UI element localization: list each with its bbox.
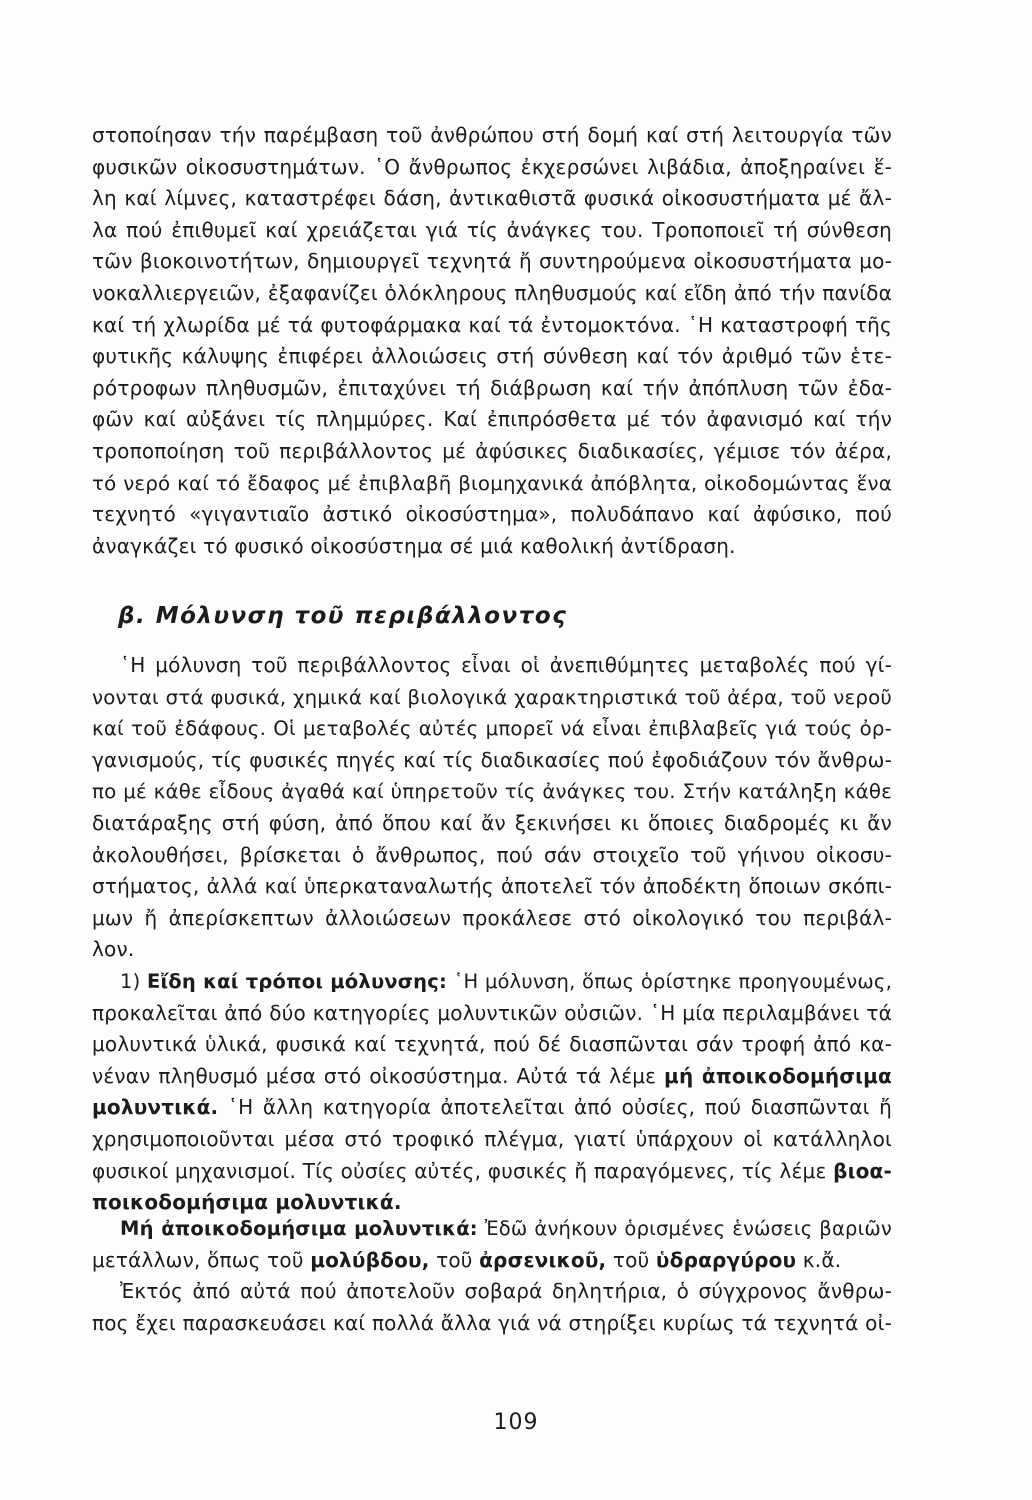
- text-line: τό νερό καί τό ἔδαφος μέ ἐπιβλαβῆ βιομηχανικά ἀπόβλητα, οἰκοδομώντας ἕνα: [92, 471, 892, 495]
- text-line: χρησιμοποιοῦνται μέσα στό τροφικό πλέγμα, γιατί ὑπάρχουν οἱ κατάλληλοι: [92, 1126, 892, 1151]
- text-line: λον.: [92, 937, 135, 962]
- text-line: λα πού ἐπιθυμεῖ καί χρειάζεται γιά τίς ἀνάγκες του. Τροποποιεῖ τή σύνθεση: [92, 217, 892, 242]
- text-run: νέναν πληθυσμό μέσα στό οἰκοσύστημα. Αὐτά τά λέμε: [92, 1063, 665, 1088]
- text-line: διατάραξης στή φύση, ἀπό ὅπου καί ἄν ξεκινήσει κι ὅποιες διαδρομές κι ἄν: [92, 810, 892, 835]
- text-line: τεχνητό «γιγαντιαῖο ἀστικό οἰκοσύστημα», πολυδάπανο καί ἀφύσικο, πού: [92, 502, 892, 527]
- text-line: ἀκολουθήσει, βρίσκεται ὁ ἄνθρωπος, πού σάν στοιχεῖο τοῦ γήινου οἰκοσυ-: [92, 842, 892, 867]
- page-number: 109: [493, 1410, 539, 1435]
- text-run: φυσικοί μηχανισμοί. Τίς οὐσίες αὐτές, φυσικές ἤ παραγόμενες, τίς λέμε: [92, 1158, 834, 1183]
- text-run: ῾Η ἄλλη κατηγορία ἀποτελεῖται ἀπό οὐσίες, πού διασπῶνται ἤ: [218, 1095, 892, 1120]
- text-line: καί τή χλωρίδα μέ τά φυτοφάρμακα καί τά ἐντομοκτόνα. ῾Η καταστροφή τῆς: [92, 312, 892, 337]
- text-line: πος ἔχει παρασκευάσει καί πολλά ἄλλα γιά νά στηρίξει κυρίως τά τεχνητά οἰ-: [92, 1310, 892, 1335]
- text-line: [92, 1245, 892, 1277]
- text-line: [92, 966, 892, 998]
- text-line: μων ἤ ἀπερίσκεπτων ἀλλοιώσεων προκάλεσε στό οἰκολογικό του περιβάλ-: [92, 905, 892, 930]
- paragraph-pollution-types: [92, 966, 892, 1219]
- text-line: καί τοῦ ἐδάφους. Οἱ μεταβολές αὐτές μπορεῖ νά εἶναι ἐπιβλαβεῖς γιά τούς ὀρ-: [92, 717, 892, 741]
- text-line: πο μέ κάθε εἶδους ἀγαθά καί ὑπηρετοῦν τίς ἀνάγκες του. Στήν κατάληξη κάθε: [92, 780, 892, 804]
- text-line: φῶν καί αὐξάνει τίς πλημμύρες. Καί ἐπιπρόσθετα μέ τόν ἀφανισμό καί τήν: [92, 407, 892, 432]
- subheading-non-degradable: Μή ἀποικοδομήσιμα μολυντικά:: [120, 1217, 478, 1240]
- text-run: τοῦ: [606, 1247, 656, 1272]
- paragraph-ecosystem-intervention: [92, 120, 892, 562]
- paragraph-synthetic-poisons: [92, 1276, 892, 1339]
- text-line: φυσικῶν οἰκοσυστημάτων. ῾Ο ἄνθρωπος ἐκχερσώνει λιβάδια, ἀποξηραίνει ἕ-: [92, 154, 892, 179]
- text-line: [92, 1213, 892, 1245]
- text-line: ρότροφων πληθυσμῶν, ἐπιταχύνει τή διάβρωση καί τήν ἀπόπλυση τῶν ἐδα-: [92, 375, 892, 400]
- text-line: στοποίησαν τήν παρέμβαση τοῦ ἀνθρώπου στή δομή καί στή λειτουργία τῶν: [92, 123, 892, 147]
- text-line: μολυντικά ὑλικά, φυσικά καί τεχνητά, πού δέ διασπῶνται σάν τροφή ἀπό κα-: [92, 1032, 892, 1057]
- text-line: νονται στά φυσικά, χημικά καί βιολογικά χαρακτηριστικά τοῦ ἀέρα, τοῦ νεροῦ: [92, 685, 892, 709]
- term-biodegradable-cont: ποικοδομήσιμα μολυντικά.: [92, 1190, 402, 1215]
- text-line: [92, 1156, 892, 1188]
- section-heading: β. Μόλυνση τοῦ περιβάλλοντος: [118, 603, 568, 629]
- text-line: λη καί λίμνες, καταστρέφει δάση, ἀντικαθιστᾶ φυσικά οἰκοσυστήματα μέ ἄλ-: [92, 186, 892, 211]
- text-line: ῾Η μόλυνση τοῦ περιβάλλοντος εἶναι οἱ ἀνεπιθύμητες μεταβολές πού γί-: [120, 653, 892, 677]
- text-run: κ.ἄ.: [796, 1247, 842, 1272]
- text-line: τροποποίηση τοῦ περιβάλλοντος μέ ἀφύσικες διαδικασίες, γέμισε τόν ἀέρα,: [92, 438, 892, 463]
- text-run: ῾Η μόλυνση, ὅπως ὁρίστηκε προηγουμένως,: [447, 970, 892, 993]
- paragraph-non-degradable: [92, 1213, 892, 1276]
- text-line: [92, 1092, 892, 1124]
- term-non-degradable-cont: μολυντικά.: [92, 1095, 219, 1120]
- text-line: προκαλεῖται ἀπό δύο κατηγορίες μολυντικῶν οὐσιῶν. ῾Η μία περιλαμβάνει τά: [92, 1000, 892, 1025]
- text-run: Ἐδῶ ἀνήκουν ὁρισμένες ἑνώσεις βαριῶν: [477, 1217, 892, 1240]
- term-non-degradable: μή ἀποικοδομήσιμα: [664, 1063, 892, 1088]
- text-line: γανισμούς, τίς φυσικές πηγές καί τίς διαδικασίες πού ἐφοδιάζουν τόν ἄνθρω-: [92, 747, 892, 772]
- paragraph-pollution-definition: [92, 650, 892, 966]
- text-line: στήματος, ἀλλά καί ὑπερκαταναλωτής ἀποτελεῖ τόν ἀποδέκτη ὅποιων σκόπι-: [92, 874, 892, 899]
- term-biodegradable: βιοα-: [833, 1158, 892, 1183]
- term-mercury: ὑδραργύρου: [655, 1247, 797, 1272]
- text-line: τῶν βιοκοινοτήτων, δημιουργεῖ τεχνητά ἤ συντηρούμενα οἰκοσυστήματα μο-: [92, 249, 892, 274]
- subheading-pollution-types: Εἴδη καί τρόποι μόλυνσης:: [146, 970, 448, 993]
- term-arsenic: ἀρσενικοῦ,: [479, 1247, 607, 1272]
- text-line: νοκαλλιεργειῶν, ἐξαφανίζει ὁλόκληρους πληθυσμούς καί εἴδη ἀπό τήν πανίδα: [92, 280, 892, 305]
- list-number: 1): [120, 970, 147, 993]
- text-run: τοῦ: [429, 1247, 480, 1272]
- text-line: Ἐκτός ἀπό αὐτά πού ἀποτελοῦν σοβαρά δηλητήρια, ὁ σύγχρονος ἄνθρω-: [120, 1279, 892, 1303]
- text-line: [92, 1061, 892, 1093]
- text-line: φυτικῆς κάλυψης ἐπιφέρει ἀλλοιώσεις στή σύνθεση καί τόν ἀριθμό τῶν ἑτε-: [92, 344, 892, 369]
- term-lead: μολύβδου,: [310, 1247, 430, 1272]
- text-run: μετάλλων, ὅπως τοῦ: [92, 1247, 311, 1272]
- text-line: ἀναγκάζει τό φυσικό οἰκοσύστημα σέ μιά καθολική ἀντίδραση.: [92, 533, 736, 558]
